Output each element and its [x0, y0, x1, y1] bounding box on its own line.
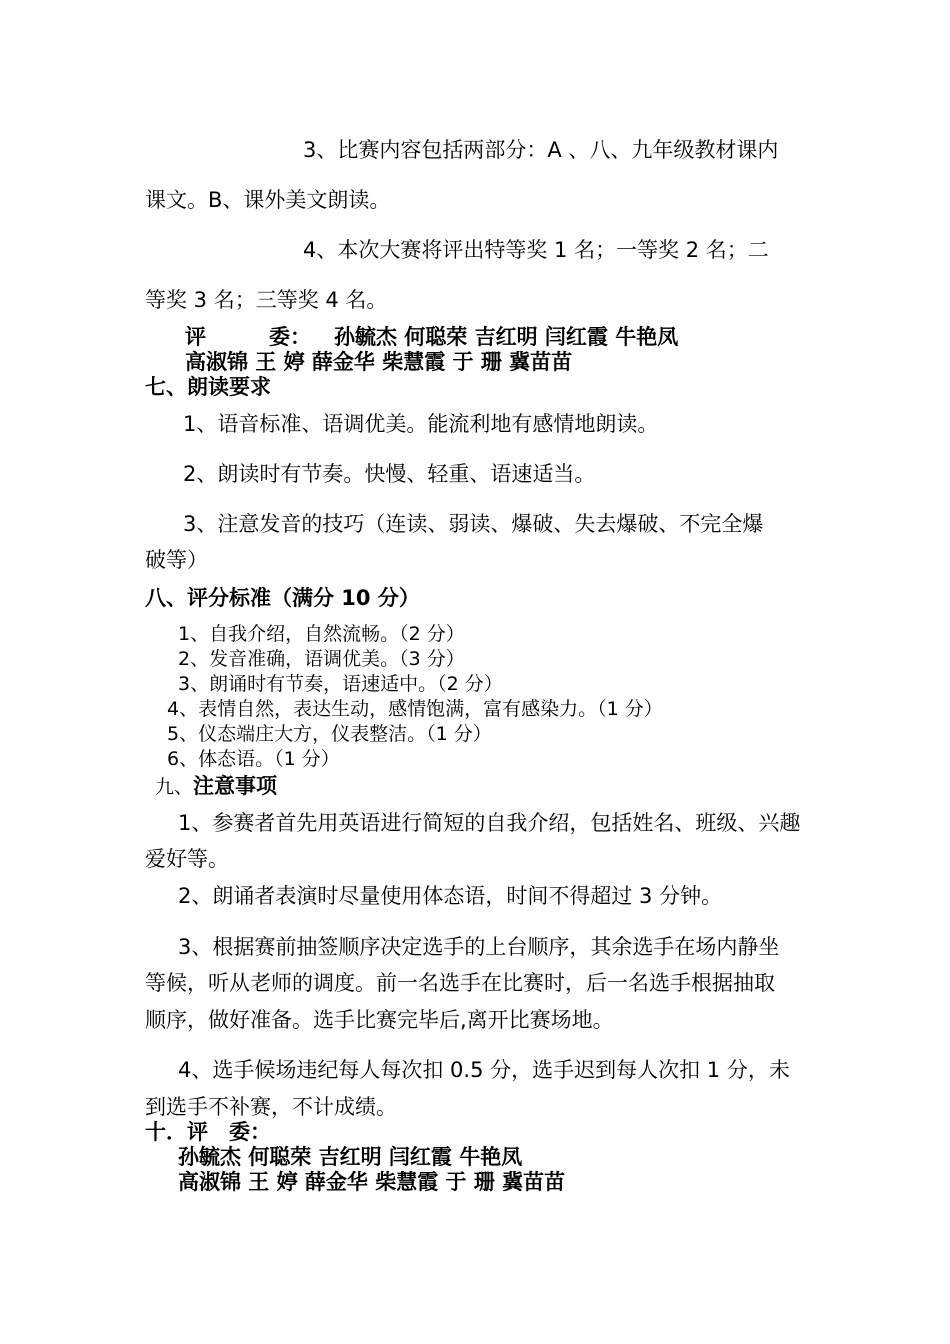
section-9-heading-number: 九、: [155, 776, 194, 798]
section-7-heading: 七、朗读要求: [145, 375, 271, 399]
competition-item-3-line-1: 3、比赛内容包括两部分：A 、八、九年级教材课内: [303, 138, 779, 162]
notes-item-1-line-1: 1、参赛者首先用英语进行简短的自我介绍，包括姓名、班级、兴趣: [178, 811, 801, 835]
scoring-item-5: 5、仪态端庄大方，仪表整洁。（1 分）: [167, 723, 492, 745]
section-10-heading: 十．评 委：: [145, 1120, 271, 1144]
section-9-heading-text: 注意事项: [193, 774, 278, 798]
reading-item-2: 2、朗读时有节奏。快慢、轻重、语速适当。: [183, 462, 596, 486]
competition-judges-line-1: 孙毓杰 何聪荣 吉红明 闫红霞 牛艳凤: [334, 325, 679, 349]
section-9-heading: [155, 772, 277, 800]
scoring-item-3: 3、朗诵时有节奏，语速适中。（2 分）: [178, 673, 503, 695]
judges-line-2: 高淑锦 王 婷 薛金华 柴慧霞 于 珊 冀苗苗: [178, 1170, 566, 1194]
notes-item-4-line-2: 到选手不补赛，不计成绩。: [145, 1095, 397, 1119]
competition-item-4-line-1: 4、本次大赛将评出特等奖 1 名；一等奖 2 名；二: [303, 238, 769, 262]
scoring-item-1: 1、自我介绍，自然流畅。（2 分）: [178, 623, 465, 645]
competition-item-4-line-2: 等奖 3 名；三等奖 4 名。: [145, 288, 388, 312]
competition-judges-line-2: 高淑锦 王 婷 薛金华 柴慧霞 于 珊 冀苗苗: [185, 350, 573, 374]
notes-item-3-line-3: 顺序，做好准备。选手比赛完毕后,离开比赛场地。: [145, 1008, 614, 1032]
reading-item-1: 1、语音标准、语调优美。能流利地有感情地朗读。: [183, 412, 659, 436]
competition-judges-label: 评 委：: [185, 325, 311, 349]
notes-item-2: 2、朗诵者表演时尽量使用体态语，时间不得超过 3 分钟。: [178, 884, 723, 908]
competition-item-3-line-2: 课文。B、课外美文朗读。: [145, 188, 391, 212]
reading-item-3-line-2: 破等）: [145, 548, 208, 572]
reading-item-3-line-1: 3、注意发音的技巧（连读、弱读、爆破、失去爆破、不完全爆: [183, 512, 764, 536]
notes-item-4-line-1: 4、选手候场违纪每人每次扣 0.5 分，选手迟到每人次扣 1 分，未: [178, 1058, 790, 1082]
notes-item-3-line-2: 等候，听从老师的调度。前一名选手在比赛时，后一名选手根据抽取: [145, 971, 775, 995]
scoring-item-2: 2、发音准确，语调优美。（3 分）: [178, 648, 465, 670]
scoring-item-6: 6、体态语。（1 分）: [167, 748, 340, 770]
judges-line-1: 孙毓杰 何聪荣 吉红明 闫红霞 牛艳凤: [178, 1145, 523, 1169]
notes-item-1-line-2: 爱好等。: [145, 847, 229, 871]
section-8-heading: 八、评分标准（满分 10 分）: [145, 586, 420, 610]
scoring-item-4: 4、表情自然，表达生动，感情饱满，富有感染力。（1 分）: [167, 698, 663, 720]
notes-item-3-line-1: 3、根据赛前抽签顺序决定选手的上台顺序，其余选手在场内静坐: [178, 935, 780, 959]
